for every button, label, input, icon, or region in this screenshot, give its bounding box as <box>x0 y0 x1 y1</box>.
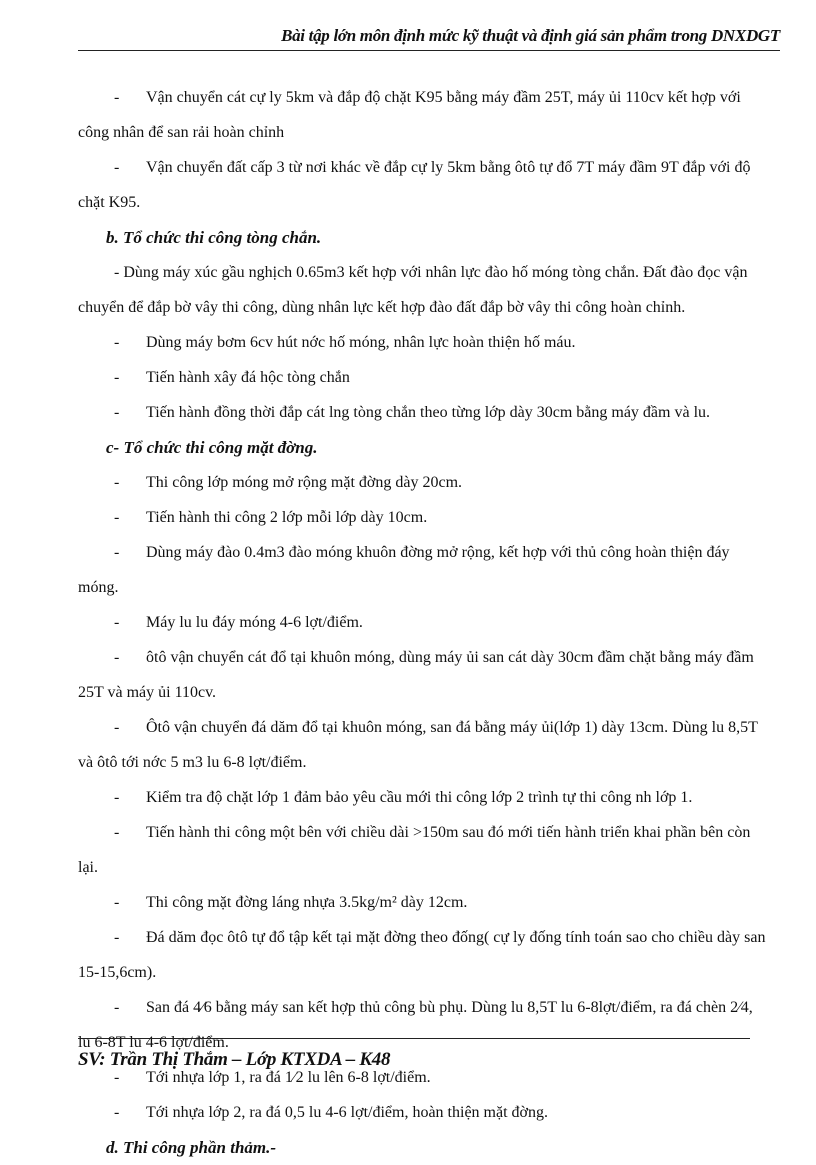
section-heading <box>78 220 768 255</box>
line-text: - Dùng máy xúc gầu nghịch 0.65m3 kết hợp với nhân lực đào hố móng tòng chắn. Đất đào đọc vận chuyển để đắp bờ vây thi công, dùng nhân lực kết hợp đào đất đắp bờ vây thi công hoàn chỉnh. <box>78 264 748 316</box>
bullet-item <box>78 500 768 535</box>
bullet-dash: - <box>114 999 120 1016</box>
bullet-dash: - <box>114 929 120 946</box>
bullet-item <box>78 815 768 885</box>
bullet-item <box>78 465 768 500</box>
bullet-dash: - <box>114 509 120 526</box>
line-text: b. Tổ chức thi công tòng chắn. <box>106 228 322 247</box>
line-text: Dùng máy bơm 6cv hút nớc hố móng, nhân lực hoàn thiện hố máu. <box>146 334 576 351</box>
line-text: Tiến hành thi công một bên với chiều dài >150m sau đó mới tiến hành triển khai phần bên còn lại. <box>78 824 751 876</box>
bullet-dash: - <box>114 614 120 631</box>
bullet-dash: - <box>114 1104 120 1121</box>
bullet-dash: - <box>114 894 120 911</box>
bullet-item <box>78 150 768 220</box>
bullet-dash: - <box>114 824 120 841</box>
bullet-item <box>78 605 768 640</box>
bullet-item <box>78 780 768 815</box>
line-text: Vận chuyển cát cự ly 5km và đắp độ chặt K95 bằng máy đầm 25T, máy ủi 110cv kết hợp với công nhân để san rải hoàn chỉnh <box>78 89 741 141</box>
line-text: San đá 4⁄6 bằng máy san kết hợp thủ công bù phụ. Dùng lu 8,5T lu 6-8lợt/điểm, ra đá chèn 2⁄4, lu 6-8T lu 4-6 lợt/điểm. <box>78 999 753 1051</box>
bullet-dash: - <box>114 404 120 421</box>
body-text <box>78 80 768 1165</box>
line-text: Vận chuyển đất cấp 3 từ nơi khác về đắp cự ly 5km bằng ôtô tự đổ 7T máy đầm 9T đắp với độ chặt K95. <box>78 159 751 211</box>
line-text: Tới nhựa lớp 1, ra đá 1⁄2 lu lên 6-8 lợt/điểm. <box>146 1069 431 1086</box>
line-text: Tới nhựa lớp 2, ra đá 0,5 lu 4-6 lợt/điểm, hoàn thiện mặt đờng. <box>146 1104 548 1121</box>
bullet-item <box>78 885 768 920</box>
line-text: Đá dăm đọc ôtô tự đổ tập kết tại mặt đờng theo đống( cự ly đống tính toán sao cho chiều dày san 15-15,6cm). <box>78 929 766 981</box>
line-text: Thi công lớp móng mở rộng mặt đờng dày 20cm. <box>146 474 463 491</box>
line-text: c- Tổ chức thi công mặt đờng. <box>106 438 318 457</box>
bullet-item <box>78 1095 768 1130</box>
line-text: Kiểm tra độ chặt lớp 1 đảm bảo yêu cầu mới thi công lớp 2 trình tự thi công nh lớp 1. <box>146 789 693 806</box>
line-text: Tiến hành xây đá hộc tòng chắn <box>146 369 350 386</box>
line-text: Máy lu lu đáy móng 4-6 lợt/điểm. <box>146 614 363 631</box>
bullet-dash: - <box>114 789 120 806</box>
paragraph <box>78 255 768 325</box>
bullet-item <box>78 640 768 710</box>
bullet-item <box>78 535 768 605</box>
bullet-item <box>78 395 768 430</box>
running-header <box>78 22 780 51</box>
bullet-item <box>78 325 768 360</box>
line-text: Thi công mặt đờng láng nhựa 3.5kg/m² dày 12cm. <box>146 894 468 911</box>
bullet-dash: - <box>114 334 120 351</box>
bullet-dash: - <box>114 474 120 491</box>
line-text: Ôtô vận chuyển đá dăm đổ tại khuôn móng, san đá bằng máy ủi(lớp 1) dày 13cm. Dùng lu 8,5T và ôtô tới nớc 5 m3 lu 6-8 lợt/điểm. <box>78 719 758 771</box>
line-text: Tiến hành đồng thời đắp cát lng tòng chắn theo từng lớp dày 30cm bằng máy đầm và lu. <box>146 404 711 421</box>
line-text: Tiến hành thi công 2 lớp mỗi lớp dày 10cm. <box>146 509 428 526</box>
line-text: ôtô vận chuyển cát đổ tại khuôn móng, dùng máy ủi san cát dày 30cm đầm chặt bằng máy đầm 25T và máy ủi 110cv. <box>78 649 754 701</box>
line-text: Dùng máy đào 0.4m3 đào móng khuôn đờng mở rộng, kết hợp với thủ công hoàn thiện đáy móng. <box>78 544 730 596</box>
bullet-dash: - <box>114 159 120 176</box>
bullet-dash: - <box>114 544 120 561</box>
bullet-item <box>78 360 768 395</box>
header-title: Bài tập lớn môn định mức kỹ thuật và định giá sản phẩm trong DNXDGT <box>281 26 780 45</box>
section-heading <box>78 430 768 465</box>
bullet-dash: - <box>114 1069 120 1086</box>
bullet-dash: - <box>114 89 120 106</box>
bullet-dash: - <box>114 719 120 736</box>
bullet-item <box>78 920 768 990</box>
bullet-dash: - <box>114 369 120 386</box>
line-text: d. Thi công phần thảm.- <box>106 1138 277 1157</box>
bullet-item <box>78 80 768 150</box>
section-heading <box>78 1130 768 1165</box>
running-footer <box>78 1038 750 1077</box>
bullet-dash: - <box>114 649 120 666</box>
bullet-item <box>78 710 768 780</box>
footer-author: SV: Trần Thị Thắm – Lớp KTXDA – K48 <box>78 1049 391 1070</box>
